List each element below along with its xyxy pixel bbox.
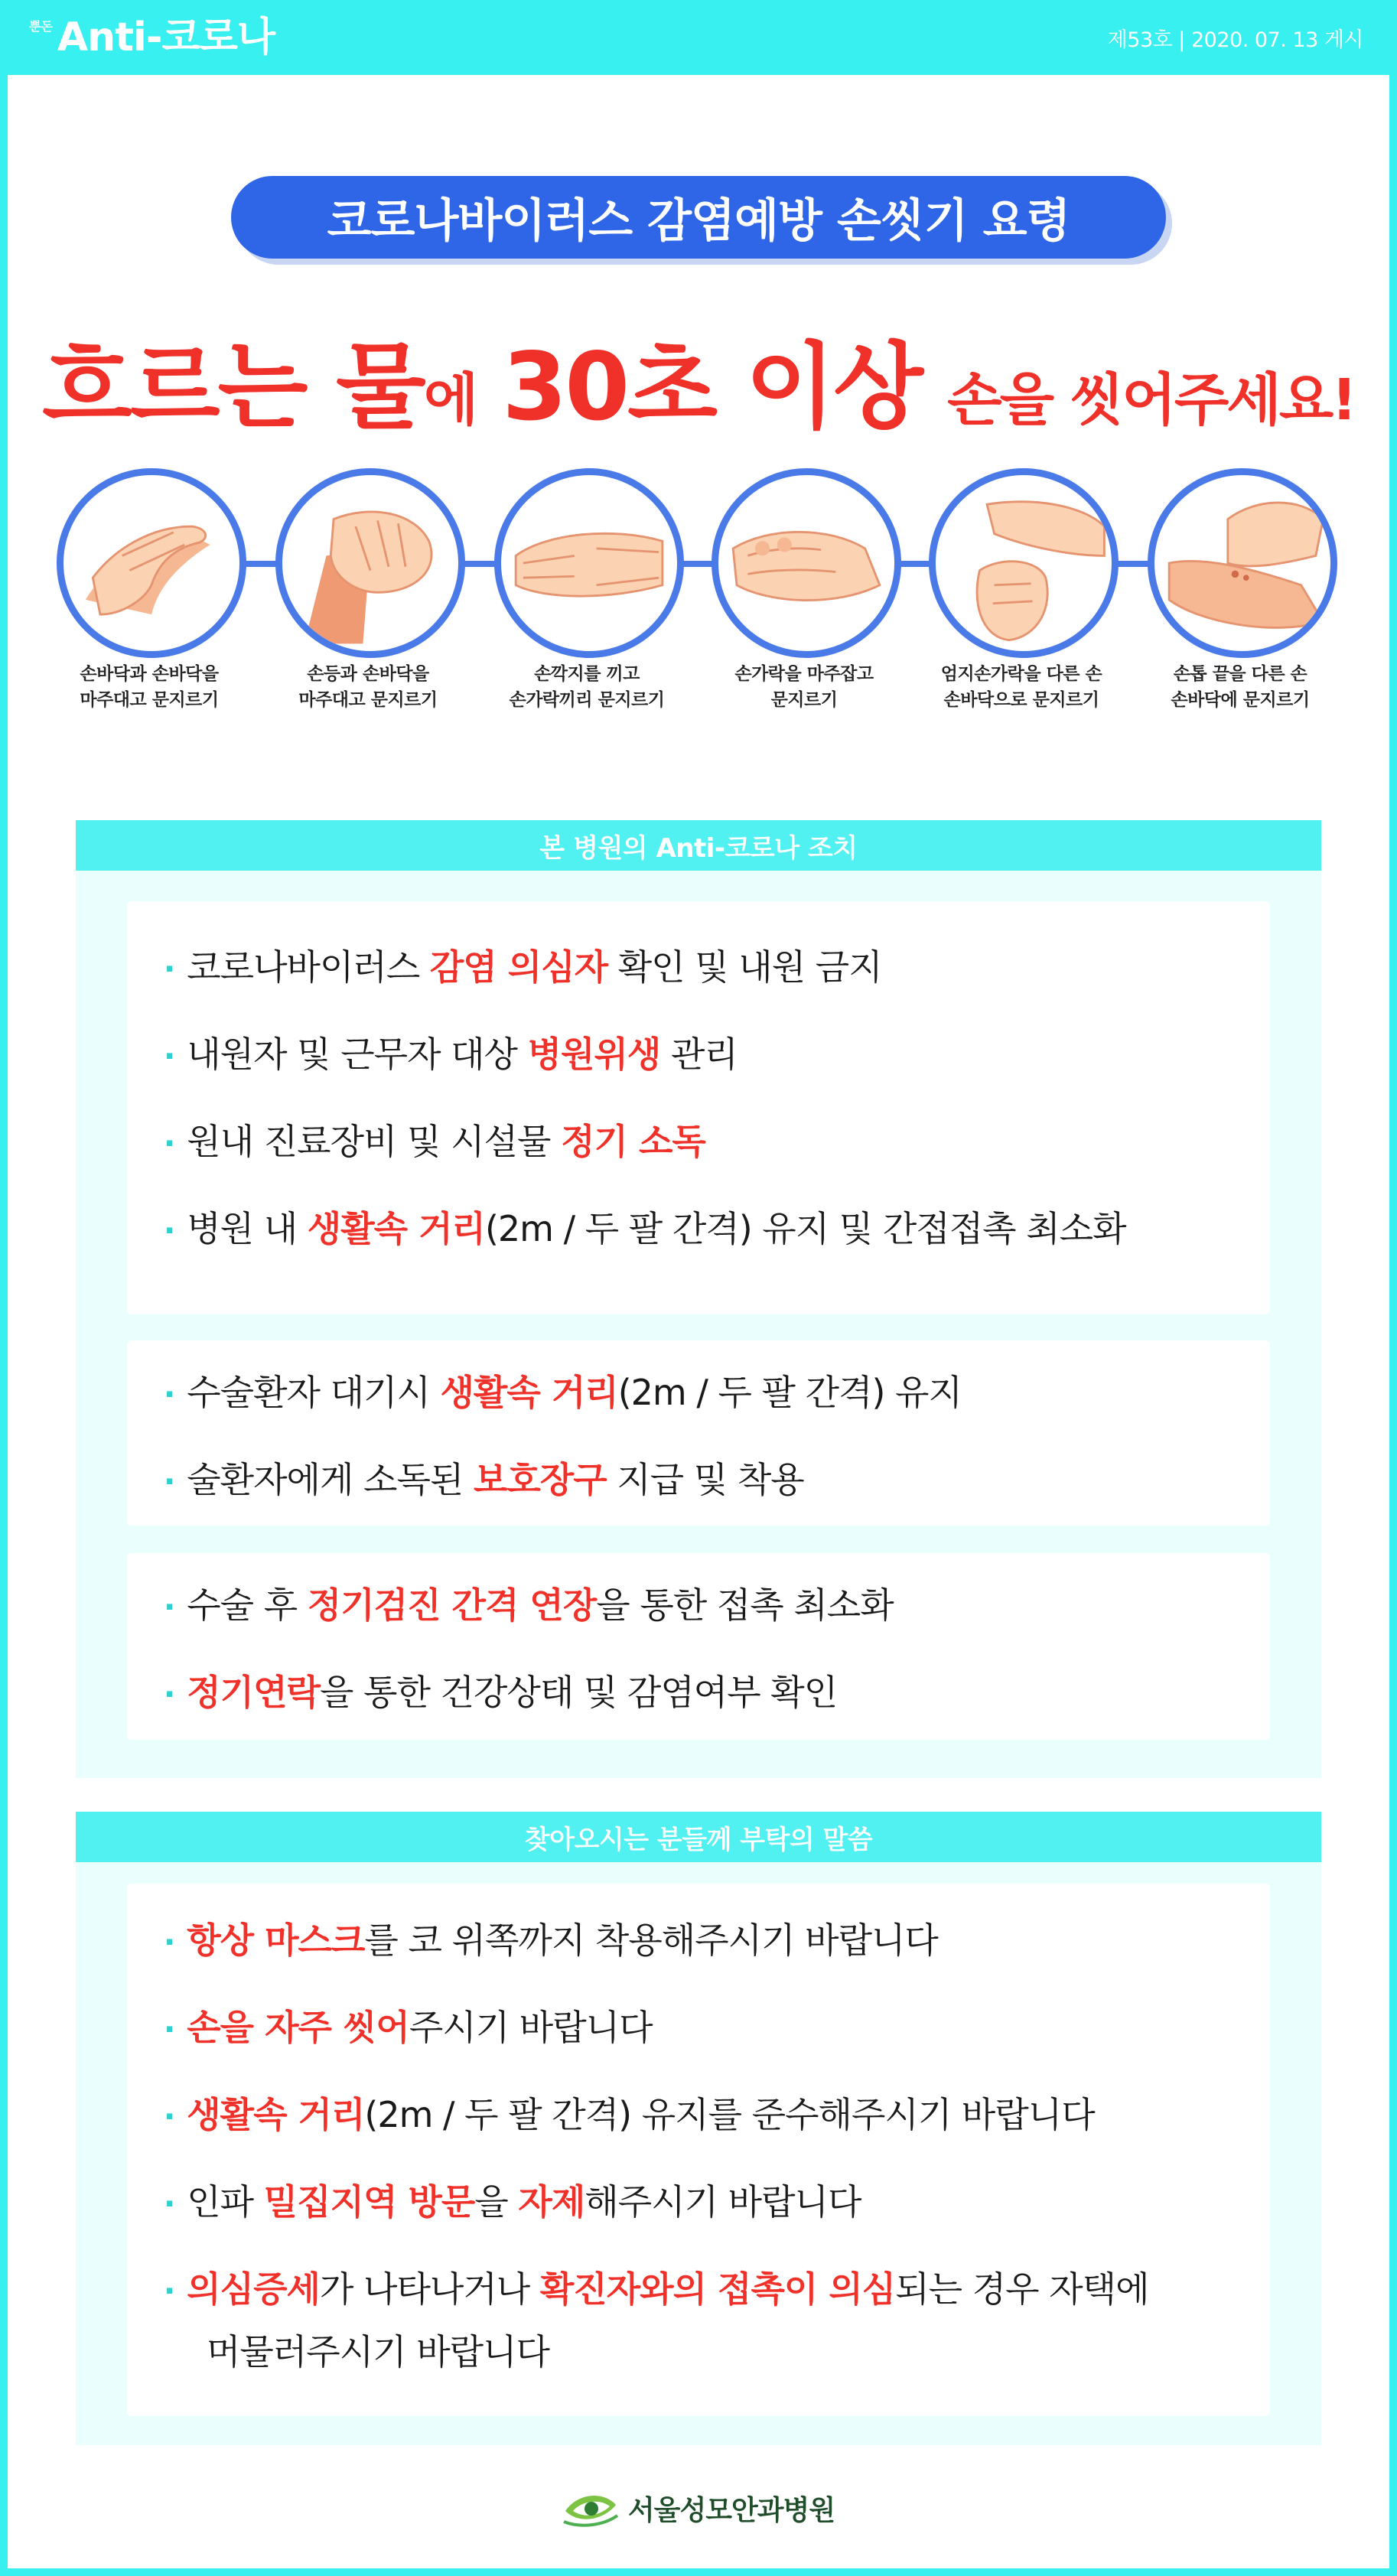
measures-card-1 — [127, 901, 1270, 1314]
hospital-footer — [0, 2485, 1397, 2531]
issue-date: 제53호 | 2020. 07. 13 게시 — [1107, 28, 1363, 52]
list-item: · 항상 마스크를 코 위쪽까지 착용해주시기 바랍니다 — [164, 1920, 938, 1961]
list-item: · 정기연락을 통한 건강상태 및 감염여부 확인 — [164, 1672, 838, 1713]
list-item: · 생활속 거리(2m / 두 팔 간격) 유지를 준수해주시기 바랍니다 — [164, 2094, 1095, 2135]
headline-part-4: 손을 씻어주세요! — [947, 367, 1356, 433]
list-item: · 원내 진료장비 및 시설물 정기 소독 — [164, 1121, 705, 1162]
headline-part-3: 30초 이상 — [502, 333, 922, 441]
list-item: · 의심증세가 나타나거나 확진자와의 접촉이 의심되는 경우 자택에 — [164, 2268, 1149, 2310]
brand-logo — [29, 11, 275, 64]
back-of-hand-icon — [275, 468, 465, 658]
step-caption: 손바닥과 손바닥을 마주대고 문지르기 — [80, 664, 219, 710]
fingertips-rub-icon — [1148, 468, 1337, 658]
brand-superscript: 뿐돈 — [29, 19, 53, 34]
list-item: · 내원자 및 근무자 대상 병원위생 관리 — [164, 1034, 738, 1075]
top-bar — [0, 0, 1397, 75]
palm-to-palm-icon — [57, 468, 246, 658]
headline-part-1: 흐르는 물 — [41, 333, 424, 441]
eye-leaf-logo-icon — [562, 2488, 619, 2528]
interlaced-fingers-icon — [494, 468, 684, 658]
headline — [0, 312, 1397, 441]
list-item: · 손을 자주 씻어주시기 바랍니다 — [164, 2007, 653, 2048]
hospital-name: 서울성모안과병원 — [627, 2493, 835, 2526]
step-caption: 손톱 끝을 다른 손 손바닥에 문지르기 — [1171, 664, 1310, 710]
fingers-interlocked-icon — [712, 468, 901, 658]
hospital-measures-panel — [76, 820, 1321, 1778]
measures-card-3 — [127, 1553, 1270, 1740]
headline-part-2: 에 — [423, 367, 477, 433]
step-caption: 손깍지를 끼고 손가락끼리 문지르기 — [509, 664, 665, 710]
page-title: 코로나바이러스 감염예방 손씻기 요령 — [231, 176, 1166, 259]
panel-title: 본 병원의 Anti-코로나 조치 — [76, 820, 1321, 871]
brand-name: Anti-코로나 — [57, 15, 275, 60]
step-caption: 손등과 손바닥을 마주대고 문지르기 — [298, 664, 438, 710]
panel-title: 찾아오시는 분들께 부탁의 말씀 — [76, 1812, 1321, 1862]
list-item: · 술환자에게 소독된 보호장구 지급 및 착용 — [164, 1459, 804, 1500]
thumb-rub-icon — [929, 468, 1119, 658]
step-caption: 손가락을 마주잡고 문지르기 — [734, 664, 874, 710]
list-item: · 수술 후 정기검진 간격 연장을 통한 접촉 최소화 — [164, 1584, 894, 1626]
list-item-continuation: 머물러주시기 바랍니다 — [207, 2331, 549, 2372]
visitor-requests-panel — [76, 1812, 1321, 2445]
list-item: · 코로나바이러스 감염 의심자 확인 및 내원 금지 — [164, 946, 882, 988]
list-item: · 인파 밀집지역 방문을 자제해주시기 바랍니다 — [164, 2181, 861, 2223]
list-item: · 수술환자 대기시 생활속 거리(2m / 두 팔 간격) 유지 — [164, 1372, 962, 1413]
step-caption: 엄지손가락을 다른 손 손바닥으로 문지르기 — [940, 664, 1102, 710]
measures-card-2 — [127, 1340, 1270, 1526]
requests-card — [127, 1884, 1270, 2416]
list-item: · 병원 내 생활속 거리(2m / 두 팔 간격) 유지 및 간접접촉 최소화 — [164, 1208, 1126, 1249]
